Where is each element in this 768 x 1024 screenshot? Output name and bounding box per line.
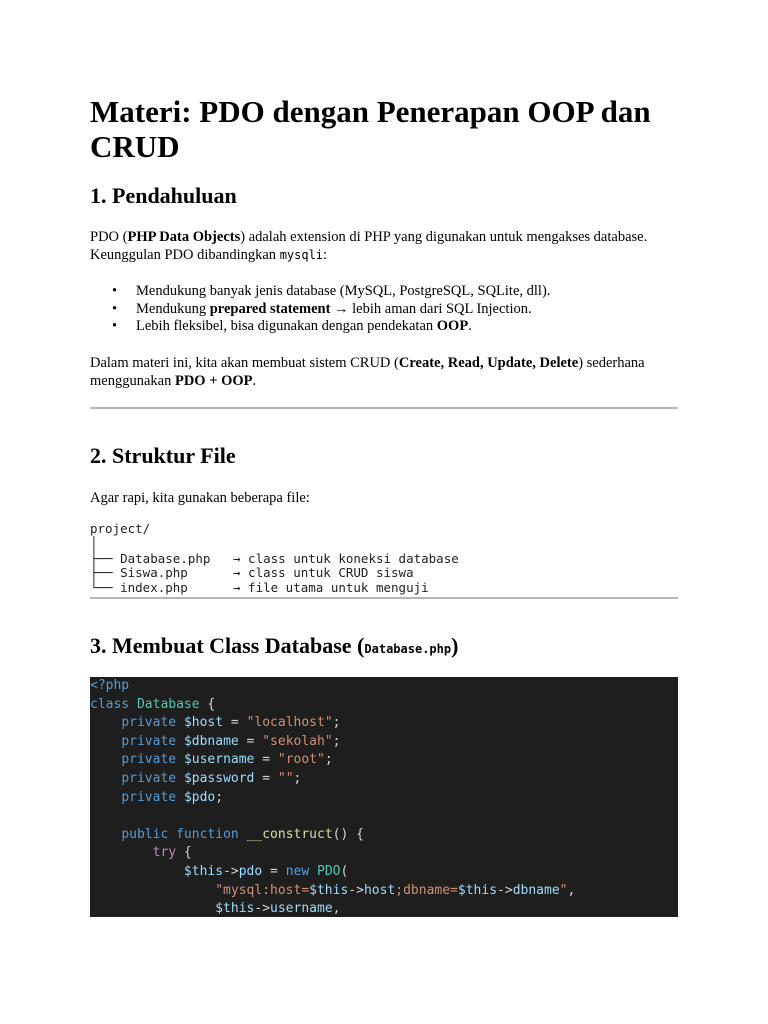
advantages-list (90, 283, 678, 336)
section-divider (90, 407, 678, 409)
structure-paragraph: Agar rapi, kita gunakan beberapa file: (90, 490, 310, 506)
list-item: • Mendukung banyak jenis database (MySQL, PostgreSQL, SQLite, dll). (90, 283, 678, 301)
section-heading-class-database: 3. Membuat Class Database (Database.php) (90, 633, 459, 658)
page-title: Materi: PDO dengan Penerapan OOP dan CRUD (90, 94, 651, 164)
intro-paragraph: PDO (PHP Data Objects) adalah extension di PHP yang digunakan untuk mengakses database. Keunggulan PDO dibandingkan mysqli: (90, 229, 648, 263)
list-item: • Lebih fleksibel, bisa digunakan dengan pendekatan OOP. (90, 318, 678, 336)
file-tree: project/ │ ├── Database.php → class untuk koneksi database ├── Siswa.php → class untuk CRUD siswa └── index.php → file utama untuk menguji (90, 521, 459, 596)
section-heading-pendahuluan: 1. Pendahuluan (90, 183, 237, 208)
code-block-database-php: <?php class Database { private $host = "localhost"; private $dbname = "sekolah"; private $username = "root"; private $password = ""; private $pdo; public function __construct() { try { $this->pdo = new PDO( "mysql:host=$this->host;dbname=$this->dbname", $this->username, (90, 677, 678, 917)
crud-paragraph: Dalam materi ini, kita akan membuat sistem CRUD (Create, Read, Update, Delete) sederhana menggunakan PDO + OOP. (90, 355, 645, 389)
section-heading-struktur-file: 2. Struktur File (90, 443, 236, 468)
list-item: • Mendukung prepared statement → lebih aman dari SQL Injection. (90, 301, 678, 319)
section-divider (90, 597, 678, 599)
